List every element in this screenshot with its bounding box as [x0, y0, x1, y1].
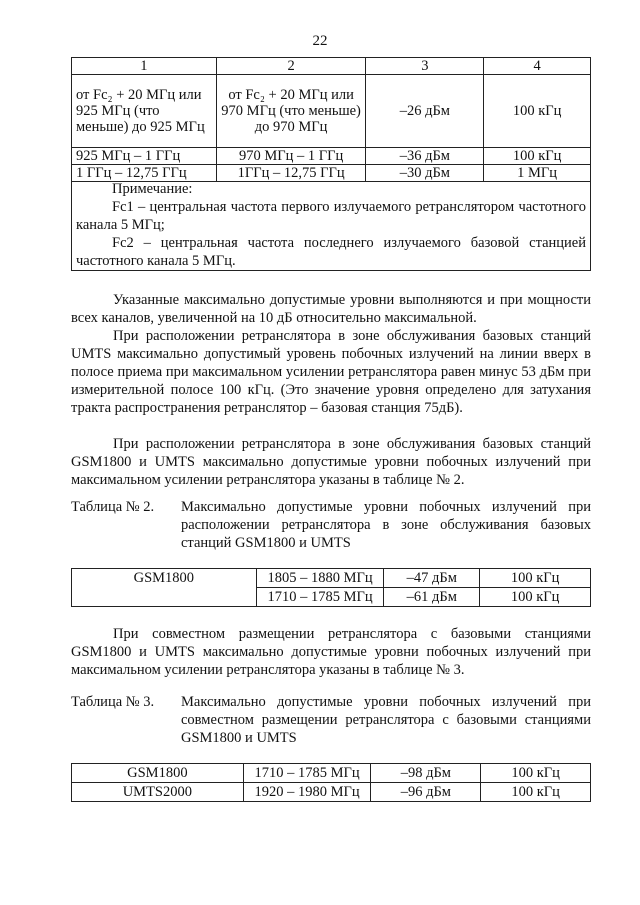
table-cell: GSM1800: [72, 764, 244, 783]
table-cell: 100 кГц: [480, 569, 591, 588]
header-cell: 1: [72, 58, 217, 75]
table-cell: 100 кГц: [480, 588, 591, 607]
table-1-note: [71, 180, 591, 271]
table-cell: –61 дБм: [384, 588, 480, 607]
table-cell: 1ГГц – 12,75 ГГц: [216, 165, 366, 182]
paragraph-1: Указанные максимально допустимые уровни выполняются и при мощности всех каналов, увеличенной на 10 дБ относительно максимальной.: [71, 292, 591, 326]
table-3-caption: [71, 693, 591, 747]
table-cell: 970 МГц – 1 ГГц: [216, 148, 366, 165]
table-row: [72, 75, 591, 148]
table-cell: 1805 – 1880 МГц: [256, 569, 384, 588]
table-2-caption-text: Максимально допустимые уровни побочных излучений при расположении ретранслятора в зоне обслуживания базовых станций GSM1800 и UMTS: [181, 499, 591, 551]
header-cell: 4: [484, 58, 591, 75]
table-cell: 925 МГц – 1 ГГц: [72, 148, 217, 165]
table-3: [71, 763, 591, 802]
note-fc2: Fc2 – центральная частота последнего излучаемого базовой станцией частотного канала 5 МГц.: [76, 235, 586, 269]
table-cell: 100 кГц: [481, 764, 591, 783]
table-row: [72, 569, 591, 588]
table-1: [71, 57, 591, 182]
table-2-label: Таблица № 2.: [71, 499, 155, 515]
note-fc1: Fc1 – центральная частота первого излучаемого ретранслятором частотного канала 5 МГц;: [76, 199, 586, 233]
table-cell: от Fc₂ + 20 МГц или 925 МГц (что меньше) до 925 МГц: [72, 75, 217, 148]
table-cell: 1920 – 1980 МГц: [243, 783, 371, 802]
table-cell: –26 дБм: [366, 75, 484, 148]
paragraph-2: При расположении ретранслятора в зоне обслуживания базовых станций UMTS максимально допустимый уровень побочных излучений на линии вверх в полосе приема при максимальном усилении ретранслятора равен минус 53 дБм при измерительной полосе 100 кГц. (Это значение уровня определено для затухания тракта распространения ретранслятор – базовая станция 75дБ).: [71, 328, 591, 416]
table-cell: 100 кГц: [484, 148, 591, 165]
table-cell: 100 кГц: [481, 783, 591, 802]
table-cell: UMTS2000: [72, 783, 244, 802]
table-cell: 100 кГц: [484, 75, 591, 148]
table-cell-system: GSM1800: [72, 569, 257, 607]
header-cell: 2: [216, 58, 366, 75]
table-cell: 1 ГГц – 12,75 ГГц: [72, 165, 217, 182]
table-cell: 1 МГц: [484, 165, 591, 182]
table-cell: –96 дБм: [371, 783, 481, 802]
table-cell: –36 дБм: [366, 148, 484, 165]
table-row: [72, 165, 591, 182]
page-number: 22: [312, 33, 328, 49]
table-row: [72, 783, 591, 802]
table-row: [72, 148, 591, 165]
paragraph-4: При совместном размещении ретранслятора с базовыми станциями GSM1800 и UMTS максимально допустимые уровни побочных излучений при максимальном усилении ретранслятора указаны в таблице № 3.: [71, 626, 591, 678]
table-row: [72, 764, 591, 783]
table-header-row: [72, 58, 591, 75]
table-cell: –47 дБм: [384, 569, 480, 588]
table-2: [71, 568, 591, 607]
paragraph-3: При расположении ретранслятора в зоне обслуживания базовых станций GSM1800 и UMTS максимально допустимые уровни побочных излучений при максимальном усилении ретранслятора указаны в таблице № 2.: [71, 436, 591, 488]
table-cell: от Fc₂ + 20 МГц или 970 МГц (что меньше) до 970 МГц: [216, 75, 366, 148]
table-cell: –30 дБм: [366, 165, 484, 182]
table-cell: –98 дБм: [371, 764, 481, 783]
table-3-caption-text: Максимально допустимые уровни побочных излучений при совместном размещении ретранслятора с базовыми станциями GSM1800 и UMTS: [181, 694, 591, 746]
table-cell: 1710 – 1785 МГц: [243, 764, 371, 783]
header-cell: 3: [366, 58, 484, 75]
table-cell: 1710 – 1785 МГц: [256, 588, 384, 607]
table-2-caption: [71, 498, 591, 552]
table-3-label: Таблица № 3.: [71, 694, 155, 710]
note-title: Примечание:: [112, 181, 193, 197]
